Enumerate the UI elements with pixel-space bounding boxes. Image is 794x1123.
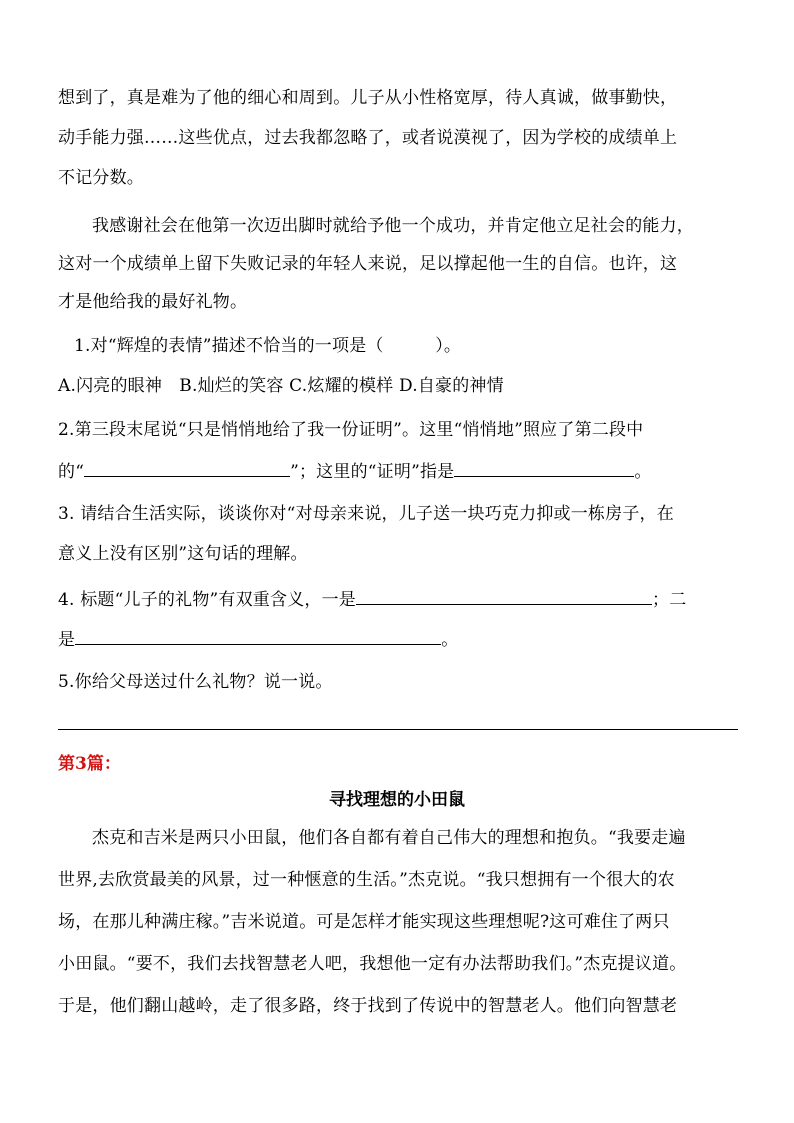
question-3-line2: 意义上没有区别”这句话的理解。 (58, 544, 308, 564)
passage-line: 于是，他们翻山越岭，走了很多路，终于找到了传说中的智慧老人。他们向智慧老 (58, 996, 678, 1016)
question-4-line1 (58, 586, 686, 612)
question-4-text-b: ；二 (652, 590, 687, 610)
question-1-options: A.闪亮的眼神 B.灿烂的笑容 C.炫耀的模样 D.自豪的神情 (58, 376, 504, 396)
question-1: 1.对“辉煌的表情”描述不恰当的一项是（ ）。 (74, 336, 462, 356)
section-label: 第3篇： (58, 754, 121, 774)
question-5: 5.你给父母送过什么礼物？说一说。 (58, 672, 333, 692)
question-4-text-c: 是 (58, 630, 76, 650)
passage-line: 动手能力强……这些优点，过去我都忽略了，或者说漠视了，因为学校的成绩单上 (58, 128, 678, 148)
question-3-line1: 3. 请结合生活实际，谈谈你对“对母亲来说，儿子送一块巧克力抑或一栋房子，在 (58, 504, 674, 524)
question-2-text-a: 的“ (58, 462, 85, 482)
passage-line: 这对一个成绩单上留下失败记录的年轻人来说，足以撑起他一生的自信。也许，这 (58, 254, 678, 274)
passage-line: 我感谢社会在他第一次迈出脚时就给予他一个成功，并肯定他立足社会的能力， (92, 216, 694, 236)
question-2-line2 (58, 458, 652, 484)
passage-line: 场，在那儿种满庄稼。”吉米说道。可是怎样才能实现这些理想呢?这可难住了两只 (58, 912, 670, 932)
passage-line: 世界,去欣赏最美的风景，过一种惬意的生活。”杰克说。“我只想拥有一个很大的农 (58, 870, 675, 890)
passage-title: 寻找理想的小田鼠 (329, 790, 465, 810)
answer-line-q5[interactable] (58, 729, 738, 730)
question-2-text-c: 。 (634, 462, 652, 482)
passage-line: 小田鼠。“要不，我们去找智慧老人吧，我想他一定有办法帮助我们。”杰克提议道。 (58, 954, 687, 974)
passage-line: 不记分数。 (58, 168, 144, 188)
question-2-line1: 2.第三段末尾说“只是悄悄地给了我一份证明”。这里“悄悄地”照应了第二段中 (58, 420, 644, 440)
passage-line: 才是他给我的最好礼物。 (58, 292, 248, 312)
question-2-text-b: ”；这里的“证明”指是 (290, 462, 455, 482)
answer-blank-q2a[interactable] (84, 458, 290, 477)
answer-blank-q2b[interactable] (454, 458, 634, 477)
passage-line: 想到了，真是难为了他的细心和周到。儿子从小性格宽厚，待人真诚，做事勤快， (58, 88, 678, 108)
question-4-text-a: 4. 标题“儿子的礼物”有双重含义，一是 (58, 590, 357, 610)
question-4-text-d: 。 (441, 630, 459, 650)
question-4-line2 (58, 626, 458, 652)
passage-line: 杰克和吉米是两只小田鼠，他们各自都有着自己伟大的理想和抱负。“我要走遍 (92, 828, 686, 848)
answer-blank-q4a[interactable] (356, 586, 652, 605)
answer-blank-q4b[interactable] (75, 626, 441, 645)
